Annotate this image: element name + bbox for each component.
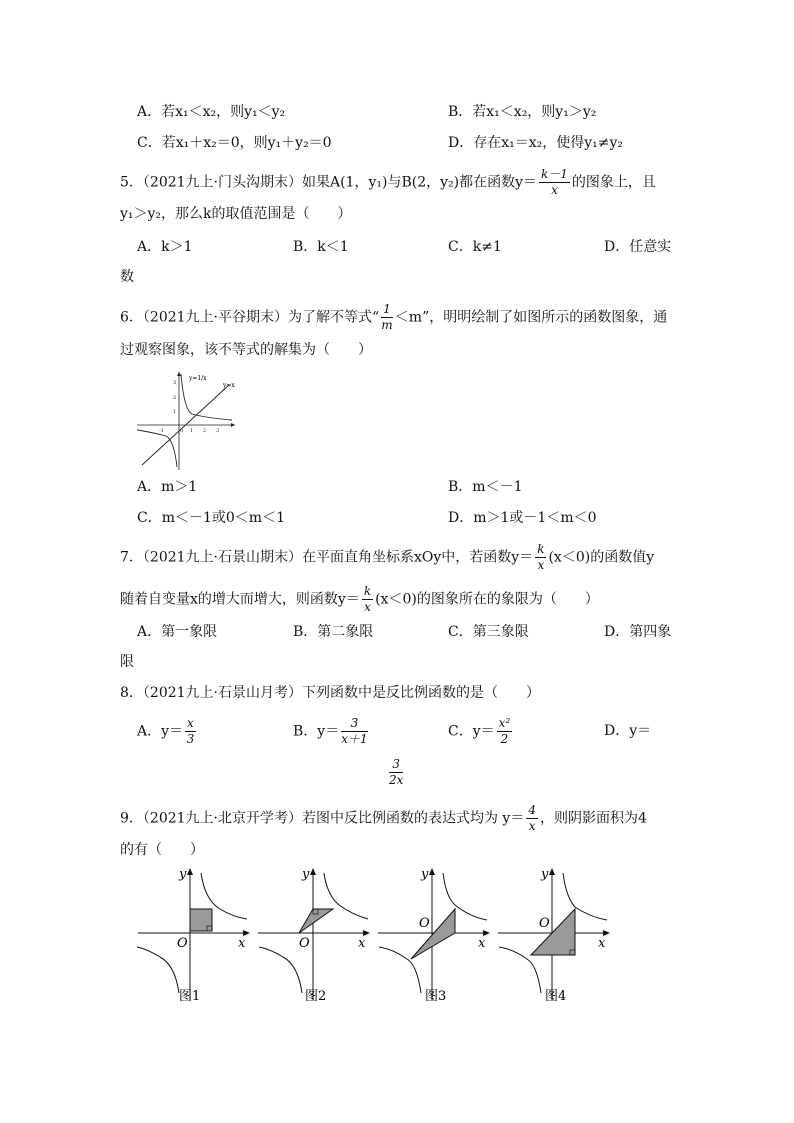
q7-stem-line2: 随着自变量x的增大而增大，则函数y＝ $\frac{k}{x}$ (x＜0)的图象所在的象限为（ ）: [120, 584, 599, 614]
q7-option-d-wrap: 限: [120, 654, 134, 670]
q6-fraction: $\frac{1}{m}$: [381, 302, 393, 332]
q7-option-d: D．第四象: [604, 624, 672, 640]
svg-text:2: 2: [173, 395, 177, 401]
svg-text:y: y: [541, 867, 549, 882]
svg-text:1: 1: [173, 409, 177, 415]
q9-figure-2: [255, 865, 375, 1005]
q5-stem: [120, 167, 656, 198]
svg-text:y: y: [302, 867, 310, 882]
svg-text:3: 3: [173, 380, 177, 386]
fig4-label: 图4: [545, 989, 567, 1004]
q7-option-c: C．第三象限: [448, 624, 529, 640]
q9-figure-4: [495, 865, 615, 1005]
q5-stem-line2: y₁＞y₂，那么k的取值范围是（ ）: [120, 206, 352, 222]
q8-stem: 8．（2021九上·石景山月考）下列函数中是反比例函数的是（ ）: [120, 685, 540, 701]
q5-stem-part2: 的图象上，且: [571, 174, 656, 191]
q4-option-c: C．若x₁＋x₂＝0，则y₁＋y₂＝0: [137, 135, 332, 151]
q9-fraction: $\frac{4}{x}$: [528, 803, 536, 833]
fig1-label: 图1: [179, 989, 201, 1004]
q9-stem: 9．（2021九上·北京开学考）若图中反比例函数的表达式均为 y＝ $\frac{4}{x}$ ，则阴影面积为4: [120, 803, 647, 833]
q7-stem: 7．（2021九上·石景山期末）在平面直角坐标系xOy中，若函数y＝ $\frac{k}{x}$ (x＜0)的函数值y: [120, 542, 655, 572]
q5-option-c: C．k≠1: [448, 239, 502, 255]
svg-text:y: y: [179, 867, 187, 882]
q6-stem: 6．（2021九上·平谷期末）为了解不等式“ $\frac{1}{m}$ ＜m”，明明绘制了如图所示的函数图象，通: [120, 302, 668, 332]
q6-stem-line2: 过观察图象，该不等式的解集为（ ）: [120, 342, 372, 358]
svg-text:y: y: [421, 867, 429, 882]
q7-option-a: A．第一象限: [137, 624, 218, 640]
fig2-label: 图2: [305, 989, 327, 1004]
q5-option-d: D．任意实: [604, 239, 672, 255]
q9-figure-1: [135, 865, 255, 1005]
q6-hyperbola-label: y=1/x: [189, 375, 207, 382]
q6-option-d: D．m＞1或－1＜m＜0: [448, 510, 597, 526]
q8-option-d-wrap: $\frac{3}{2x}$: [389, 757, 404, 787]
q8-option-b: B．y＝ $\frac{3}{x+1}$: [293, 716, 368, 746]
svg-text:O: O: [539, 916, 550, 931]
fig3-label: 图3: [425, 989, 447, 1004]
svg-text:0: 0: [180, 428, 184, 434]
q4-option-d: D．存在x₁＝x₂，使得y₁≠y₂: [448, 135, 624, 151]
q6-line-label: y=x: [223, 382, 235, 389]
svg-text:x: x: [358, 936, 366, 951]
svg-text:-1: -1: [159, 428, 164, 434]
q5-fraction: $\frac{k-1}{x}$: [541, 167, 568, 197]
q6-function-graph: [137, 370, 237, 470]
q8-option-a: A．y＝ $\frac{x}{3}$: [137, 716, 195, 746]
svg-text:3: 3: [216, 428, 220, 434]
svg-text:x: x: [478, 936, 486, 951]
svg-text:O: O: [177, 936, 188, 951]
q5-stem-part1: 5．（2021九上·门头沟期末）如果A(1，y₁)与B(2，y₂)都在函数y＝: [120, 174, 537, 191]
q8-option-d: D．y＝: [604, 723, 652, 739]
q7-fraction-1: $\frac{k}{x}$: [537, 542, 545, 572]
svg-text:x: x: [598, 936, 606, 951]
q7-option-b: B．第二象限: [293, 624, 374, 640]
q5-option-b: B．k＜1: [293, 239, 349, 255]
q4-option-b: B．若x₁＜x₂，则y₁＞y₂: [448, 104, 597, 120]
q6-option-c: C．m＜－1或0＜m＜1: [137, 510, 285, 526]
svg-text:O: O: [419, 916, 430, 931]
q8-option-c: C．y＝ $\frac{\text{x²}}{2}$: [448, 716, 511, 746]
q7-fraction-2: $\frac{k}{x}$: [363, 584, 372, 614]
svg-text:x: x: [238, 936, 246, 951]
q5-option-d-wrap: 数: [120, 269, 134, 285]
q6-option-b: B．m＜－1: [448, 479, 523, 495]
svg-text:2: 2: [203, 428, 207, 434]
svg-text:O: O: [299, 936, 310, 951]
q9-figure-3: [375, 865, 495, 1005]
q4-option-a: A．若x₁＜x₂，则y₁＜y₂: [137, 104, 286, 120]
q6-option-a: A．m＞1: [137, 479, 198, 495]
svg-text:1: 1: [190, 428, 194, 434]
q5-option-a: A．k＞1: [137, 239, 193, 255]
q9-stem-line2: 的有（ ）: [120, 842, 204, 858]
